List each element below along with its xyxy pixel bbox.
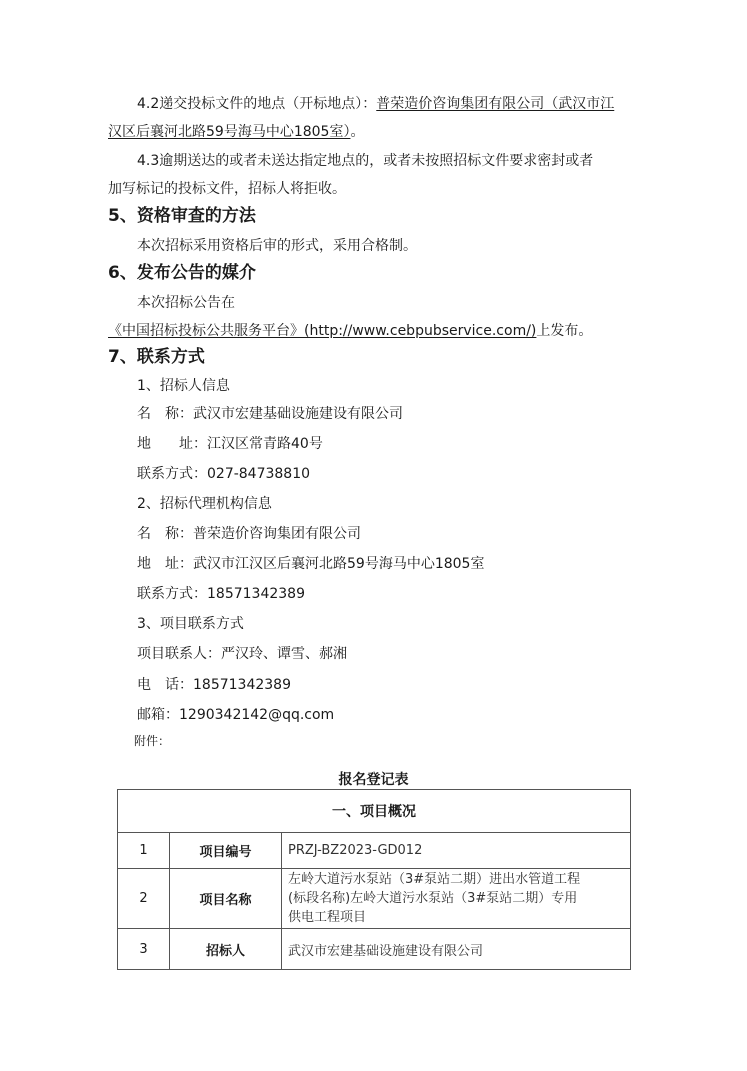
clause-4-2-prefix: 4.2递交投标文件的地点（开标地点）： [137,96,377,112]
section-5-heading: 5、资格审查的方法 [108,206,256,226]
table-section-row [118,790,631,833]
section-6-platform-line [108,322,592,340]
clause-4-3-line1: 4.3逾期送达的或者未送达指定地点的，或者未按照招标文件要求密封或者 [137,153,594,169]
tenderer-name: 名 称：武汉市宏建基础设施建设有限公司 [137,406,403,422]
project-contact-phone: 电 话：18571342389 [137,677,291,693]
platform-suffix: 上发布。 [536,323,593,339]
project-name-line2: (标段名称)左岭大道污水泵站（3#泵站二期）专用 [288,891,578,906]
clause-4-2-suffix: 。 [350,124,365,140]
table-row [118,869,631,929]
table-row [118,833,631,869]
row-label: 项目名称 [170,869,282,929]
section-6-heading: 6、发布公告的媒介 [108,263,256,283]
platform-link[interactable]: 《中国招标投标公共服务平台》(http://www.cebpubservice.com/) [108,323,537,339]
row-label: 项目编号 [170,833,282,869]
row-number: 1 [118,833,170,869]
bid-location-link[interactable]: 普荣造价咨询集团有限公司（武汉市江 [376,96,615,112]
row-number: 2 [118,869,170,929]
registration-table [117,789,631,970]
attachment-label: 附件： [134,734,171,748]
section-6-text: 本次招标公告在 [137,295,235,311]
project-name-value [282,869,631,929]
row-number: 3 [118,929,170,970]
project-name-line1: 左岭大道污水泵站（3#泵站二期）进出水管道工程 [288,872,581,887]
project-contact-email: 邮箱：1290342142@qq.com [137,707,335,723]
clause-4-2-line1 [137,95,614,113]
agent-name: 名 称：普荣造价咨询集团有限公司 [137,526,361,542]
project-number-value: PRZJ-BZ2023-GD012 [282,833,631,869]
agent-title: 2、招标代理机构信息 [137,496,272,512]
section-7-heading: 7、联系方式 [108,347,205,367]
project-name-line3: 供电工程项目 [288,910,367,925]
row-label: 招标人 [170,929,282,970]
clause-4-2-line2 [108,123,364,141]
project-contact-title: 3、项目联系方式 [137,616,244,632]
clause-4-3-line2: 加写标记的投标文件，招标人将拒收。 [108,181,346,197]
table-section-title: 一、项目概况 [118,790,631,833]
tenderer-title: 1、招标人信息 [137,378,230,394]
agent-address: 地 址：武汉市江汉区后襄河北路59号海马中心1805室 [137,556,485,572]
bid-location-link-cont[interactable]: 汉区后襄河北路59号海马中心1805室） [108,124,351,140]
form-title: 报名登记表 [338,772,409,788]
project-contact-people: 项目联系人：严汉玲、谭雪、郝湘 [137,646,347,662]
tenderer-contact: 联系方式：027-84738810 [137,466,311,482]
tenderer-address: 地 址：江汉区常青路40号 [137,436,323,452]
tenderer-value: 武汉市宏建基础设施建设有限公司 [282,929,631,970]
agent-contact: 联系方式：18571342389 [137,586,305,602]
section-5-text: 本次招标采用资格后审的形式，采用合格制。 [137,238,417,254]
table-row [118,929,631,970]
